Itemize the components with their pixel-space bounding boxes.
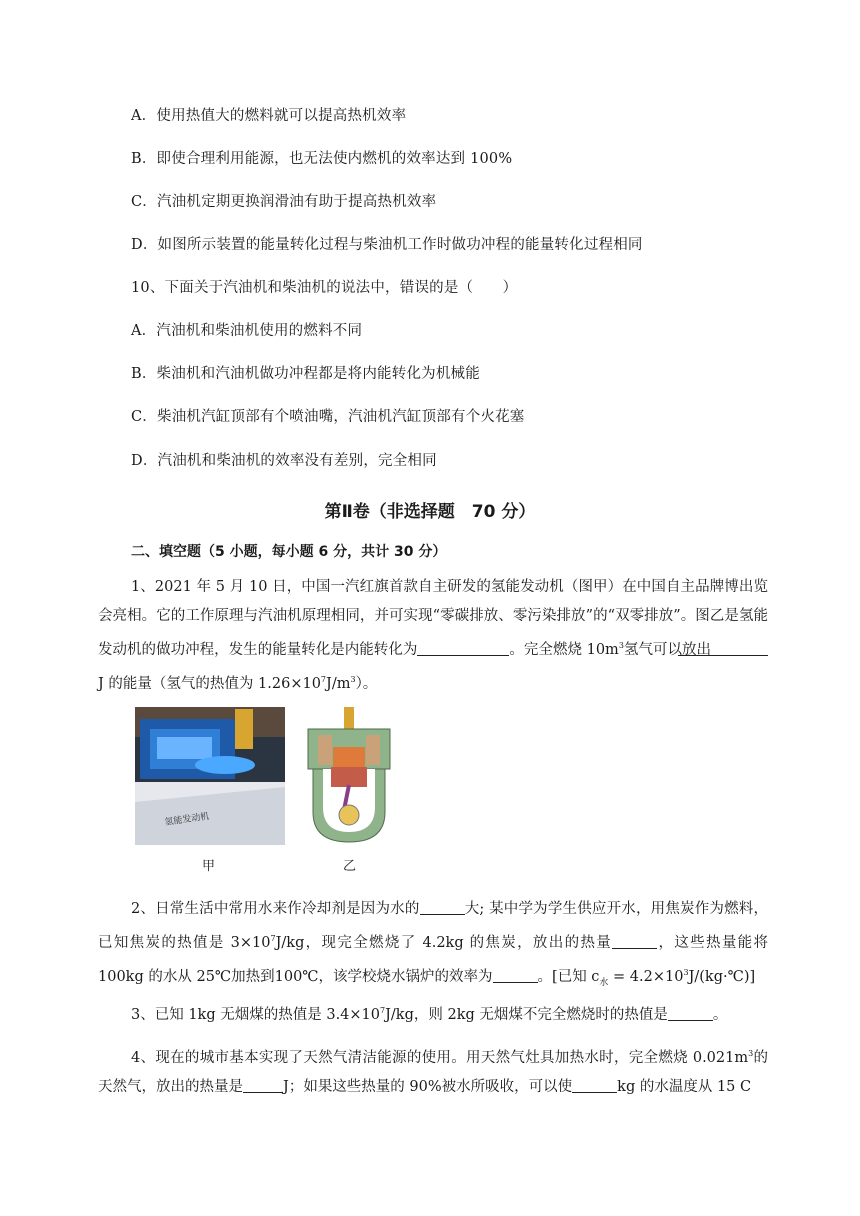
hydrogen-engine-photo: [135, 707, 285, 845]
section2-title: 二、填空题（5 小题，每小题 6 分，共计 30 分）: [131, 544, 447, 560]
q2-paragraph: [98, 895, 768, 998]
q10-option-c: C．柴油机汽缸顶部有个喷油嘴，汽油机汽缸顶部有个火花塞: [131, 409, 525, 425]
q1-text-1: 1、2021 年 5 月 10 日，中国一汽红旗首款自主研发的氢能发动机（图甲）在中国自主品牌博出览会亮相。它的工作原理与汽油机原理相同，并可实现“零碳排放、零污染排放”的“双零排放”。图乙是氢能发动机的做功冲程，发生的能量转化是内能转化为: [98, 579, 768, 658]
q4-text-d: kg 的水温度从 15: [617, 1079, 736, 1095]
q1-text-3: 氢气可以放出: [623, 642, 712, 658]
q2-sup-7: 7: [270, 934, 276, 943]
q2-text-d: ，这些热量能将 100kg 的水从 25℃加热到100℃，该学校烧水锅炉的效率为: [98, 935, 768, 985]
q2-text-g: J/(kg·℃)]: [688, 969, 756, 985]
q1-text-4: J 的能量（氢气的热值为 1.26×10: [98, 676, 321, 692]
q4-text-a: 4、现在的城市基本实现了天然气清洁能源的使用。用天然气灶具加热水时，完全燃烧 0.021m: [131, 1050, 749, 1066]
q1-paragraph: [98, 573, 768, 699]
q4-text-b: 的天然气，放出的热量是: [98, 1050, 768, 1095]
q4-blank-1: [243, 1078, 283, 1093]
q4-blank-2: [572, 1078, 617, 1093]
q2-blank-3: [493, 968, 538, 983]
q2-sub-water: 水: [599, 977, 609, 988]
q3-sup-7: 7: [380, 1006, 386, 1015]
q2-text-e: 。[已知 c: [537, 969, 600, 985]
q1-blank-2: [678, 641, 768, 656]
q3-blank-1: [668, 1006, 713, 1021]
q1-sup-7: 7: [320, 675, 327, 684]
q1-text-2: 。完全燃烧 10m: [509, 642, 619, 658]
q2-blank-1: [420, 900, 465, 915]
q10-option-a: A．汽油机和柴油机使用的燃料不同: [131, 323, 363, 339]
q10-option-b: B．柴油机和汽油机做功冲程都是将内能转化为机械能: [131, 366, 480, 382]
part2-title: 第Ⅱ卷（非选择题 70 分）: [324, 502, 536, 522]
q9-option-d: D．如图所示装置的能量转化过程与柴油机工作时做功冲程的能量转化过程相同: [131, 237, 643, 253]
q2-blank-2: [612, 934, 657, 949]
q1-text-5: J/m: [326, 676, 351, 692]
q1-blank-1: [417, 641, 509, 656]
q2-text-f: = 4.2×10: [608, 969, 684, 985]
engine-label-text: 氢能发动机: [164, 811, 210, 828]
q9-option-b: B．即使合理利用能源，也无法使内燃机的效率达到 100%: [131, 151, 513, 167]
q2-text-b: 大; 某中学为学生供应开水，用焦炭作为燃料，已知焦炭的热值是 3×10: [98, 901, 768, 951]
power-stroke-diagram: [303, 707, 395, 847]
q3-text-a: 3、已知 1kg 无烟煤的热值是 3.4×10: [131, 1007, 381, 1023]
q2-sup-3: 3: [683, 968, 689, 977]
q1-sup-3b: 3: [350, 675, 356, 684]
q1-sup-3: 3: [618, 641, 624, 650]
q4-sup-3: 3: [748, 1049, 754, 1058]
q3-paragraph: [98, 996, 768, 1030]
q2-text-c: J/kg，现完全燃烧了 4.2kg 的焦炭，放出的热量: [275, 935, 613, 951]
figure-label-yi: 乙: [343, 859, 357, 874]
q4-text-c: J；如果这些热量的 90%被水所吸收，可以使: [283, 1079, 573, 1095]
q4-paragraph: [98, 1039, 768, 1102]
q9-option-a: A．使用热值大的燃料就可以提高热机效率: [131, 108, 407, 124]
q10-stem: 10、下面关于汽油机和柴油机的说法中，错误的是（ ）: [131, 280, 518, 296]
q3-text-c: 。: [712, 1007, 728, 1023]
q1-text-6: ）。: [355, 676, 378, 692]
q3-text-b: J/kg，则 2kg 无烟煤不完全燃烧时的热值是: [385, 1007, 668, 1023]
q10-option-d: D．汽油机和柴油机的效率没有差别，完全相同: [131, 453, 437, 469]
q2-text-a: 2、日常生活中常用水来作冷却剂是因为水的: [131, 901, 420, 917]
q4-text-e: C: [740, 1079, 752, 1095]
q9-option-c: C．汽油机定期更换润滑油有助于提高热机效率: [131, 194, 437, 210]
figure-label-jia: 甲: [202, 859, 216, 874]
